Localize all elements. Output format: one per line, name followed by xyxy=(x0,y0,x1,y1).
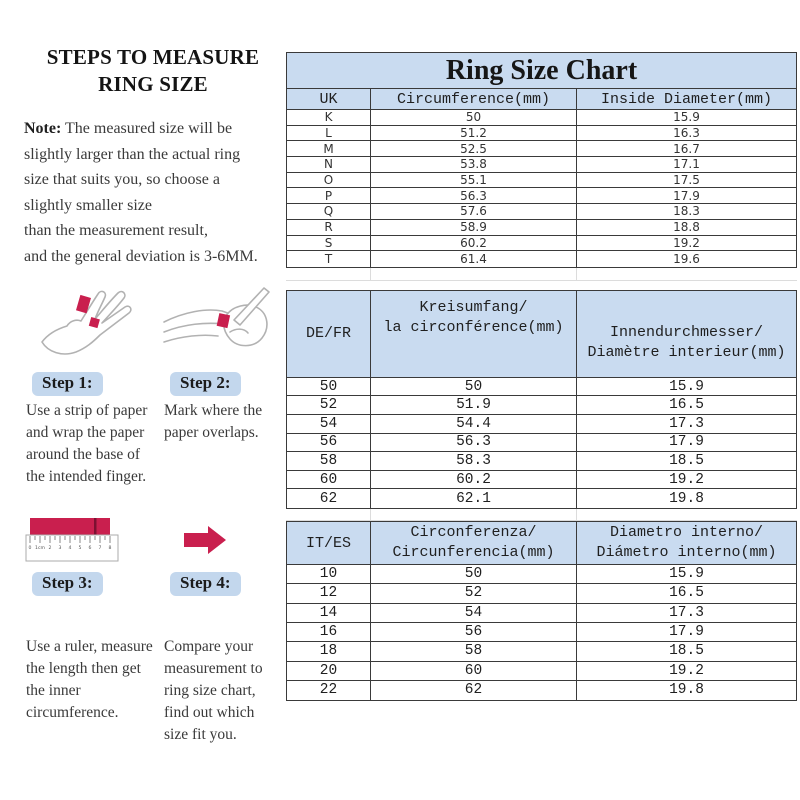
spreadsheet-ghost-row xyxy=(286,509,797,521)
ring-size-tables xyxy=(286,52,797,701)
ruler-tick-label: 0 xyxy=(28,546,32,551)
table-cell: M xyxy=(287,141,371,156)
step1-label-wrap xyxy=(24,368,158,400)
table-row xyxy=(287,489,796,508)
table-cell: 18.3 xyxy=(673,204,700,219)
table-cell: O xyxy=(287,173,371,188)
table-cell: 52 xyxy=(287,396,371,414)
table-cell: 62 xyxy=(371,681,577,700)
table-cell: 51.9 xyxy=(371,396,577,414)
ites-header-circumference-line2: Circunferencia(mm) xyxy=(392,544,555,562)
table-cell: N xyxy=(287,157,371,172)
table-row xyxy=(287,188,796,204)
note-line xyxy=(24,116,282,142)
table-row xyxy=(287,452,796,471)
note-line: and the general deviation is 3-6MM. xyxy=(24,247,258,265)
ruler-with-paper-strip-icon xyxy=(24,515,120,565)
table-cell: R xyxy=(287,220,371,235)
defr-header-diameter-line1: Innendurchmesser/ xyxy=(609,323,764,341)
ruler-tick-label: 4 xyxy=(68,546,72,551)
table-cell: P xyxy=(287,188,371,203)
table-cell: T xyxy=(287,251,371,267)
ites-header-circumference xyxy=(371,522,577,564)
table-cell: 18.8 xyxy=(673,220,700,235)
steps-section xyxy=(24,280,282,746)
ruler-tick-label: 6 xyxy=(88,546,92,551)
table-row xyxy=(287,141,796,157)
uk-header-circumference: Circumference(mm) xyxy=(371,89,577,109)
table-cell: 54 xyxy=(371,604,577,622)
table-cell: 58 xyxy=(287,452,371,470)
table-cell: 17.9 xyxy=(669,624,704,641)
table-cell: 16 xyxy=(287,623,371,641)
table-cell: 58.9 xyxy=(371,220,577,235)
step3-label: Step 3: xyxy=(32,572,103,596)
table-cell: 14 xyxy=(287,604,371,622)
ruler-tick-label: 1cm xyxy=(35,546,45,551)
table-cell: 50 xyxy=(371,378,577,396)
table-cell: 17.9 xyxy=(669,434,704,451)
table-cell: 17.5 xyxy=(673,173,700,188)
table-row xyxy=(287,126,796,142)
table-cell: 16.3 xyxy=(673,126,700,141)
ruler-tick-label: 5 xyxy=(78,546,82,551)
table-row xyxy=(287,204,796,220)
chart-title: Ring Size Chart xyxy=(287,53,796,89)
note-paragraph xyxy=(24,116,282,269)
note-line-text: The measured size will be xyxy=(65,120,233,137)
defr-header-circumference-line2: la circonférence(mm) xyxy=(383,318,564,336)
table-cell: 10 xyxy=(287,565,371,583)
table-cell: 52.5 xyxy=(371,141,577,156)
ruler-tick-label: 7 xyxy=(98,546,102,551)
step4-label: Step 4: xyxy=(170,572,241,596)
table-row xyxy=(287,584,796,603)
note-line: slightly larger than the actual ring xyxy=(24,145,241,163)
table-row xyxy=(287,110,796,126)
ites-table-body xyxy=(287,565,796,700)
table-cell: 16.5 xyxy=(669,397,704,414)
defr-header-size: DE/FR xyxy=(287,291,371,377)
table-cell: 16.5 xyxy=(669,585,704,602)
table-cell: 15.9 xyxy=(669,378,704,395)
table-cell: 50 xyxy=(371,110,577,125)
hands-marking-with-pen-icon xyxy=(162,280,280,368)
defr-header-circumference xyxy=(371,291,577,377)
table-cell: L xyxy=(287,126,371,141)
table-cell: Q xyxy=(287,204,371,219)
table-row xyxy=(287,604,796,623)
table-cell: 12 xyxy=(287,584,371,602)
ites-header-size: IT/ES xyxy=(287,522,371,564)
table-row xyxy=(287,623,796,642)
step3-label-wrap xyxy=(24,568,158,600)
table-cell: 58 xyxy=(371,642,577,660)
table-cell: 62.1 xyxy=(371,489,577,508)
table-row xyxy=(287,662,796,681)
defr-header-circumference-line1: Kreisumfang/ xyxy=(419,298,528,316)
step3-illustration xyxy=(24,512,158,568)
uk-header-diameter: Inside Diameter(mm) xyxy=(600,90,773,108)
uk-table-body xyxy=(287,110,796,267)
step4-illustration xyxy=(162,512,280,568)
defr-header-diameter xyxy=(577,291,796,377)
table-row xyxy=(287,434,796,453)
table-cell: 50 xyxy=(371,565,577,583)
step1-text: Use a strip of paper and wrap the paper around the base of the intended finger. xyxy=(26,402,148,485)
table-cell: 16.7 xyxy=(673,141,700,156)
note-line: than the measurement result, xyxy=(24,222,208,239)
table-cell: 60 xyxy=(287,471,371,489)
table-row xyxy=(287,220,796,236)
table-cell: 17.3 xyxy=(669,604,704,621)
ruler-tick-label: 3 xyxy=(58,546,62,551)
table-cell: 18 xyxy=(287,642,371,660)
table-cell: K xyxy=(287,110,371,125)
ites-size-table xyxy=(286,521,797,701)
spreadsheet-ghost-row xyxy=(286,268,797,281)
table-cell: 17.9 xyxy=(673,188,700,203)
table-cell: 60.2 xyxy=(371,236,577,251)
table-cell: 62 xyxy=(287,489,371,508)
table-row xyxy=(287,157,796,173)
table-cell: 18.5 xyxy=(669,453,704,470)
left-panel xyxy=(24,44,282,746)
page-title-line2: RING SIZE xyxy=(98,72,208,96)
table-cell: 20 xyxy=(287,662,371,680)
ites-header-diameter xyxy=(577,522,796,564)
table-cell: 19.8 xyxy=(669,490,704,507)
note-line: size that suits you, so choose a xyxy=(24,171,220,188)
table-row xyxy=(287,415,796,434)
table-row xyxy=(287,681,796,700)
table-row xyxy=(287,642,796,661)
table-cell: 17.1 xyxy=(673,157,700,172)
table-cell: 60.2 xyxy=(371,471,577,489)
table-cell: 19.2 xyxy=(669,471,704,488)
table-cell: 22 xyxy=(287,681,371,700)
table-cell: 58.3 xyxy=(371,452,577,470)
table-cell: 56.3 xyxy=(371,434,577,452)
step1-illustration xyxy=(24,280,158,368)
table-cell: 56 xyxy=(371,623,577,641)
defr-header-diameter-line2: Diamètre interieur(mm) xyxy=(587,343,786,361)
table-cell: 56 xyxy=(287,434,371,452)
table-cell: 15.9 xyxy=(673,110,700,125)
step4-label-wrap xyxy=(162,568,280,600)
ruler-tick-label: 8 xyxy=(108,546,112,551)
table-row xyxy=(287,565,796,584)
table-cell: 19.8 xyxy=(669,682,704,699)
table-cell: 17.3 xyxy=(669,415,704,432)
table-cell: 54.4 xyxy=(371,415,577,433)
table-cell: 61.4 xyxy=(371,251,577,267)
ites-header-diameter-line2: Diámetro interno(mm) xyxy=(596,544,777,562)
step1-label: Step 1: xyxy=(32,372,103,396)
page-title-line1: STEPS TO MEASURE xyxy=(46,45,260,69)
table-cell: 19.6 xyxy=(673,252,700,267)
ites-table-header xyxy=(287,522,796,565)
step2-label-wrap xyxy=(162,368,280,400)
uk-table-header xyxy=(287,89,796,110)
table-cell: 56.3 xyxy=(371,188,577,203)
step2-label: Step 2: xyxy=(170,372,241,396)
table-cell: 50 xyxy=(287,378,371,396)
step2-text: Mark where the paper overlaps. xyxy=(164,402,263,441)
table-cell: 55.1 xyxy=(371,173,577,188)
table-row xyxy=(287,236,796,252)
defr-table-header xyxy=(287,291,796,378)
table-cell: 18.5 xyxy=(669,643,704,660)
table-cell: 52 xyxy=(371,584,577,602)
table-cell: 57.6 xyxy=(371,204,577,219)
ites-header-circumference-line1: Circonferenza/ xyxy=(410,524,537,542)
table-row xyxy=(287,173,796,189)
note-line: slightly smaller size xyxy=(24,196,152,214)
table-row xyxy=(287,396,796,415)
table-cell: 51.2 xyxy=(371,126,577,141)
table-cell: 19.2 xyxy=(673,235,700,250)
note-label: Note: xyxy=(24,120,62,137)
table-cell: 15.9 xyxy=(669,566,704,583)
table-row xyxy=(287,378,796,397)
table-cell: 54 xyxy=(287,415,371,433)
defr-table-body xyxy=(287,378,796,508)
step4-text: Compare your measurement to ring size chart, find out which size fit you. xyxy=(164,638,263,743)
table-cell: 19.2 xyxy=(669,662,704,679)
step3-text: Use a ruler, measure the length then get the inner circumference. xyxy=(26,638,153,721)
defr-size-table xyxy=(286,290,797,509)
ites-header-diameter-line1: Diametro interno/ xyxy=(609,524,764,542)
ruler-tick-label: 2 xyxy=(48,546,52,551)
step2-illustration xyxy=(162,280,280,368)
hand-with-paper-strip-icon xyxy=(32,280,150,368)
uk-header-size: UK xyxy=(287,89,371,109)
page-title xyxy=(24,44,282,98)
table-cell: 60 xyxy=(371,662,577,680)
table-cell: S xyxy=(287,236,371,251)
table-row xyxy=(287,251,796,267)
table-cell: 53.8 xyxy=(371,157,577,172)
table-row xyxy=(287,471,796,490)
uk-size-table xyxy=(286,52,797,268)
right-arrow-icon xyxy=(184,523,228,557)
